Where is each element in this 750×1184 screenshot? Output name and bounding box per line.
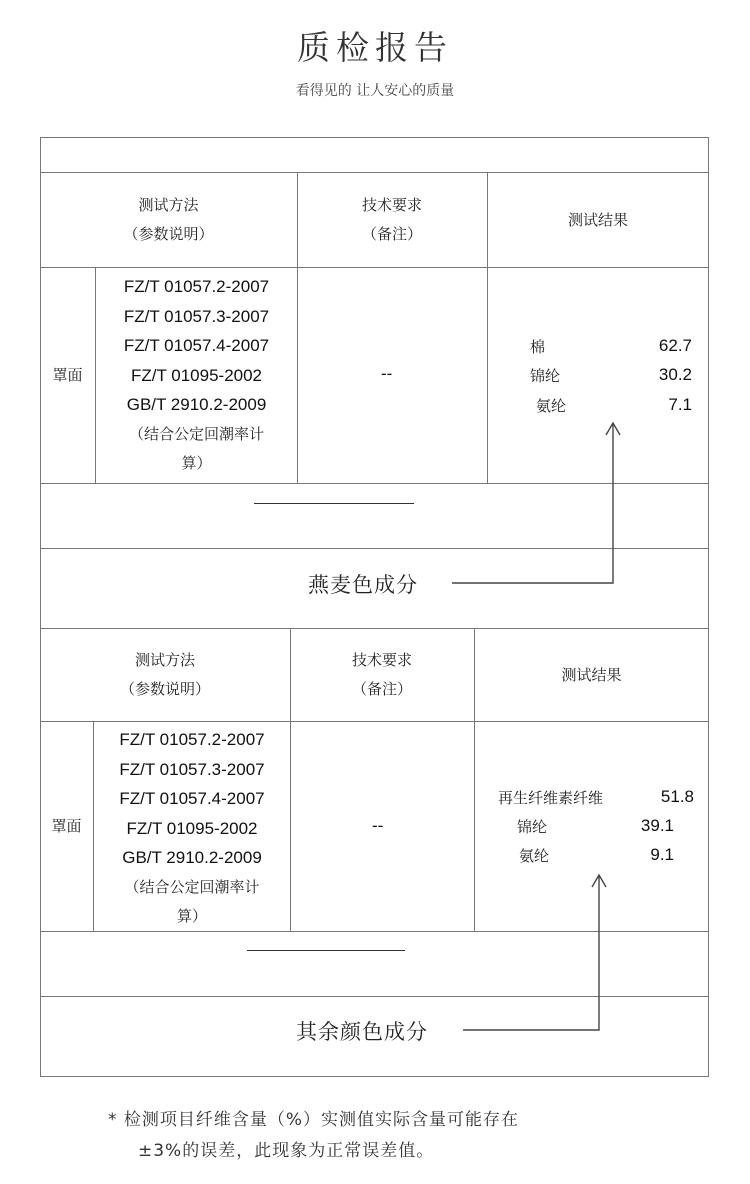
requirement-value: -- <box>372 816 384 835</box>
standard-note: （结合公定回潮率计 <box>128 424 264 443</box>
standard-item: FZ/T 01095-2002 <box>126 818 258 838</box>
result-fiber-value: 62.7 <box>658 336 692 355</box>
color-composition-label: 其余颜色成分 <box>296 1020 428 1044</box>
result-fiber-value: 51.8 <box>660 787 694 806</box>
result-fiber-value: 30.2 <box>658 365 692 384</box>
standard-note: （结合公定回潮率计 <box>124 877 260 896</box>
header-requirement-title: 技术要求 <box>361 196 422 214</box>
standard-item: GB/T 2910.2-2009 <box>122 848 262 867</box>
result-fiber-name: 锦纶 <box>530 367 561 385</box>
standard-item: FZ/T 01057.4-2007 <box>123 336 270 355</box>
header-requirement-note: （备注） <box>351 680 412 698</box>
result-fiber-value: 9.1 <box>650 845 674 864</box>
footer-note-line1: * 检测项目纤维含量（%）实测值实际含量可能存在 <box>108 1110 520 1130</box>
arrow-connector-2 <box>463 876 599 1030</box>
header-result-title: 测试结果 <box>567 210 628 229</box>
header-test-method-note: （参数说明） <box>119 680 210 698</box>
page-title: 质检报告 <box>297 28 453 67</box>
result-fiber-name: 锦纶 <box>517 818 548 836</box>
result-fiber-name: 棉 <box>530 338 546 356</box>
header-result-title: 测试结果 <box>561 665 622 684</box>
color-composition-label: 燕麦色成分 <box>308 573 418 597</box>
header-test-method-note: （参数说明） <box>123 225 214 243</box>
page-subtitle: 看得见的 让人安心的质量 <box>295 83 455 99</box>
result-fiber-value: 7.1 <box>668 395 692 414</box>
result-fiber-name: 再生纤维素纤维 <box>498 789 604 807</box>
result-fiber-name: 氨纶 <box>536 397 567 415</box>
standard-item: FZ/T 01095-2002 <box>130 365 263 385</box>
row-label: 罩面 <box>52 366 83 384</box>
header-test-method-title: 测试方法 <box>134 651 195 669</box>
header-test-method-title: 测试方法 <box>138 196 199 214</box>
footer-note-line2: ±3%的误差，此现象为正常误差值。 <box>138 1141 435 1161</box>
result-fiber-name: 氨纶 <box>519 847 550 865</box>
result-fiber-value: 39.1 <box>640 816 674 835</box>
row-label: 罩面 <box>51 817 82 835</box>
standard-note: 算） <box>181 453 212 472</box>
arrow-connector-1 <box>452 424 613 583</box>
standard-item: FZ/T 01057.4-2007 <box>119 789 265 808</box>
header-requirement-title: 技术要求 <box>351 651 412 669</box>
standard-item: FZ/T 01057.3-2007 <box>123 306 270 326</box>
standard-item: GB/T 2910.2-2009 <box>126 395 267 414</box>
header-requirement-note: （备注） <box>361 225 422 243</box>
standard-item: FZ/T 01057.2-2007 <box>123 277 270 296</box>
requirement-value: -- <box>381 364 393 383</box>
standard-item: FZ/T 01057.2-2007 <box>119 730 265 749</box>
standard-note: 算） <box>176 906 207 925</box>
standard-item: FZ/T 01057.3-2007 <box>119 759 265 779</box>
